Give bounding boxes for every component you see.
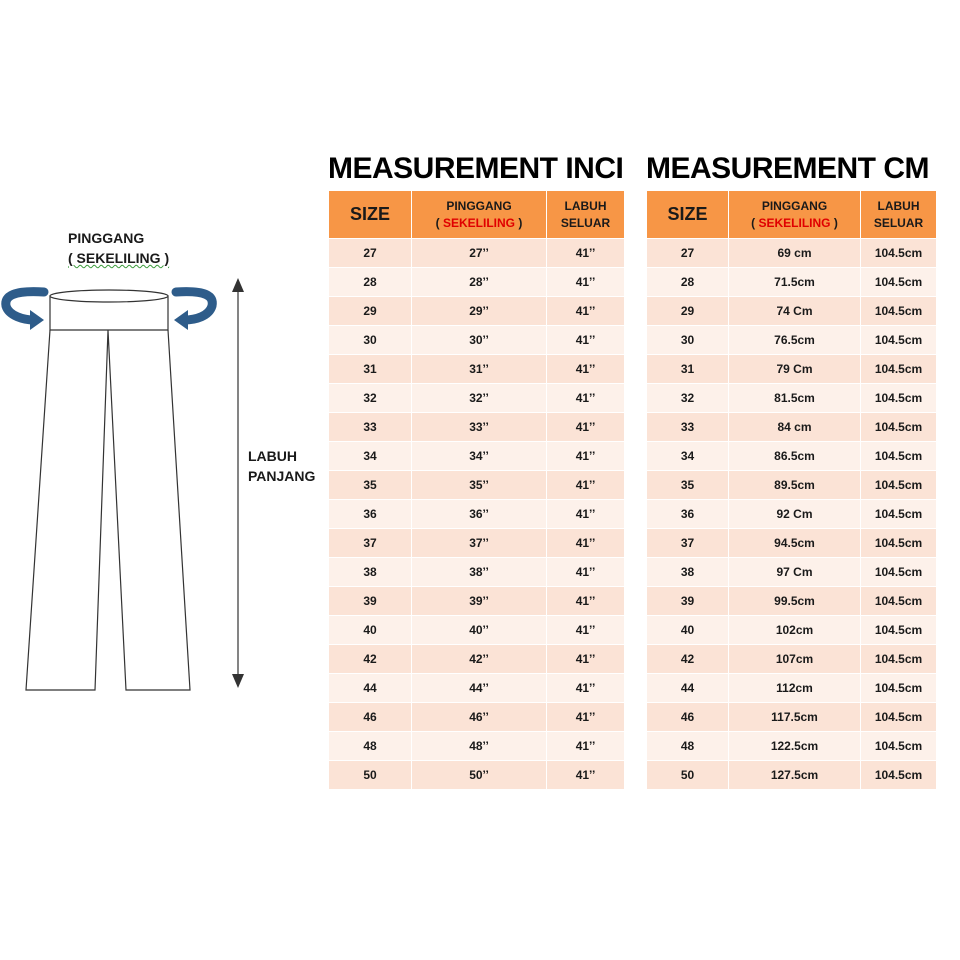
cm-header-waist-line1: PINGGANG	[761, 198, 828, 213]
inch-header-length-line2: SELUAR	[560, 215, 611, 230]
cm-table-row	[647, 297, 937, 326]
cm-cell-length: 104.5cm	[861, 413, 937, 442]
cm-cell-size: 46	[647, 703, 729, 732]
inch-header-length-line1: LABUH	[564, 198, 607, 213]
inch-table-row	[329, 674, 625, 703]
inch-cell-length: 41’’	[547, 268, 625, 297]
cm-cell-size: 29	[647, 297, 729, 326]
cm-cell-length: 104.5cm	[861, 558, 937, 587]
inch-cell-waist: 44’’	[412, 674, 547, 703]
inch-cell-length: 41’’	[547, 674, 625, 703]
inch-cell-size: 33	[329, 413, 412, 442]
cm-cell-size: 44	[647, 674, 729, 703]
cm-cell-size: 28	[647, 268, 729, 297]
inch-header-length	[547, 191, 625, 239]
inch-table-row	[329, 732, 625, 761]
cm-table-row	[647, 471, 937, 500]
inch-cell-waist: 36’’	[412, 500, 547, 529]
inch-cell-length: 41’’	[547, 355, 625, 384]
inch-cell-size: 37	[329, 529, 412, 558]
inch-cell-size: 29	[329, 297, 412, 326]
inch-cell-waist: 39’’	[412, 587, 547, 616]
cm-cell-waist: 86.5cm	[729, 442, 861, 471]
inch-table-row	[329, 384, 625, 413]
trouser-diagram	[0, 0, 330, 960]
cm-table-row	[647, 268, 937, 297]
inch-cell-length: 41’’	[547, 732, 625, 761]
cm-table-row	[647, 500, 937, 529]
cm-cell-length: 104.5cm	[861, 442, 937, 471]
cm-cell-length: 104.5cm	[861, 471, 937, 500]
trouser-legs	[26, 330, 190, 690]
inch-table-row	[329, 326, 625, 355]
length-arrow-down-icon	[232, 674, 244, 688]
inch-cell-waist: 29’’	[412, 297, 547, 326]
inch-cell-length: 41’’	[547, 558, 625, 587]
inch-cell-waist: 42’’	[412, 645, 547, 674]
inch-cell-length: 41’’	[547, 616, 625, 645]
cm-cell-waist: 117.5cm	[729, 703, 861, 732]
inch-cell-length: 41’’	[547, 413, 625, 442]
cm-cell-length: 104.5cm	[861, 616, 937, 645]
inch-cell-waist: 31’’	[412, 355, 547, 384]
inch-header-waist-red: SEKELILING	[442, 215, 515, 230]
cm-cell-waist: 107cm	[729, 645, 861, 674]
inch-cell-waist: 37’’	[412, 529, 547, 558]
inch-cell-length: 41’’	[547, 529, 625, 558]
cm-cell-waist: 99.5cm	[729, 587, 861, 616]
waist-arrowhead-left-icon	[30, 310, 44, 330]
waist-arrowhead-right-icon	[174, 310, 188, 330]
cm-cell-waist: 92 Cm	[729, 500, 861, 529]
inch-table-row	[329, 442, 625, 471]
inch-cell-size: 36	[329, 500, 412, 529]
inch-table-row	[329, 587, 625, 616]
inch-cell-length: 41’’	[547, 239, 625, 268]
cm-cell-size: 42	[647, 645, 729, 674]
inch-cell-length: 41’’	[547, 500, 625, 529]
inch-table-row	[329, 558, 625, 587]
inch-cell-size: 30	[329, 326, 412, 355]
inch-cell-waist: 46’’	[412, 703, 547, 732]
inch-cell-size: 50	[329, 761, 412, 790]
length-label-line2: PANJANG	[248, 468, 316, 484]
inch-table-row	[329, 239, 625, 268]
inch-table-row	[329, 297, 625, 326]
cm-header-size: SIZE	[647, 191, 729, 239]
cm-cell-size: 30	[647, 326, 729, 355]
inch-cell-length: 41’’	[547, 645, 625, 674]
cm-table-row	[647, 355, 937, 384]
inch-cell-waist: 34’’	[412, 442, 547, 471]
cm-table-row	[647, 732, 937, 761]
cm-cell-waist: 94.5cm	[729, 529, 861, 558]
inch-cell-size: 40	[329, 616, 412, 645]
cm-cell-length: 104.5cm	[861, 529, 937, 558]
cm-cell-length: 104.5cm	[861, 645, 937, 674]
cm-cell-length: 104.5cm	[861, 674, 937, 703]
inch-table-row	[329, 645, 625, 674]
inch-cell-size: 42	[329, 645, 412, 674]
inch-cell-size: 38	[329, 558, 412, 587]
cm-table-row	[647, 442, 937, 471]
length-label-line1: LABUH	[248, 448, 297, 464]
inch-header-waist-line1: PINGGANG	[446, 198, 512, 213]
cm-cell-length: 104.5cm	[861, 587, 937, 616]
inch-cell-length: 41’’	[547, 297, 625, 326]
inch-table-row	[329, 529, 625, 558]
cm-table-row	[647, 674, 937, 703]
inch-table-row	[329, 355, 625, 384]
inch-header-size: SIZE	[329, 191, 412, 239]
inch-table-row	[329, 268, 625, 297]
cm-table-row	[647, 413, 937, 442]
inch-table-title: MEASUREMENT INCI	[328, 152, 624, 185]
inch-cell-size: 39	[329, 587, 412, 616]
inch-cell-size: 44	[329, 674, 412, 703]
cm-cell-length: 104.5cm	[861, 297, 937, 326]
inch-cell-waist: 50’’	[412, 761, 547, 790]
cm-cell-waist: 71.5cm	[729, 268, 861, 297]
inch-cell-length: 41’’	[547, 326, 625, 355]
cm-cell-size: 38	[647, 558, 729, 587]
cm-cell-size: 48	[647, 732, 729, 761]
inch-cell-waist: 35’’	[412, 471, 547, 500]
cm-cell-length: 104.5cm	[861, 355, 937, 384]
cm-cell-waist: 69 cm	[729, 239, 861, 268]
cm-table-row	[647, 239, 937, 268]
cm-table-title: MEASUREMENT CM	[646, 152, 929, 185]
inch-cell-size: 48	[329, 732, 412, 761]
cm-cell-waist: 81.5cm	[729, 384, 861, 413]
cm-header-length-line2: SELUAR	[873, 215, 924, 230]
inch-cell-length: 41’’	[547, 587, 625, 616]
cm-cell-size: 35	[647, 471, 729, 500]
cm-cell-size: 36	[647, 500, 729, 529]
cm-cell-size: 27	[647, 239, 729, 268]
cm-cell-length: 104.5cm	[861, 268, 937, 297]
cm-header-length-line1: LABUH	[877, 198, 920, 213]
cm-cell-waist: 102cm	[729, 616, 861, 645]
cm-table-row	[647, 326, 937, 355]
inch-cell-length: 41’’	[547, 703, 625, 732]
inch-cell-size: 31	[329, 355, 412, 384]
cm-cell-waist: 97 Cm	[729, 558, 861, 587]
inch-table-row	[329, 500, 625, 529]
inch-cell-waist: 33’’	[412, 413, 547, 442]
cm-table-row	[647, 616, 937, 645]
inch-cell-size: 35	[329, 471, 412, 500]
inch-cell-waist: 27’’	[412, 239, 547, 268]
length-arrow-up-icon	[232, 278, 244, 292]
inch-cell-length: 41’’	[547, 442, 625, 471]
inch-cell-size: 32	[329, 384, 412, 413]
inch-table-row	[329, 413, 625, 442]
inch-header-waist-line2: ( SEKELILING )	[435, 215, 523, 230]
inch-cell-length: 41’’	[547, 471, 625, 500]
inch-cell-size: 46	[329, 703, 412, 732]
inch-cell-waist: 28’’	[412, 268, 547, 297]
cm-cell-size: 37	[647, 529, 729, 558]
cm-table-row	[647, 529, 937, 558]
cm-cell-length: 104.5cm	[861, 500, 937, 529]
inch-table-row	[329, 471, 625, 500]
inch-cell-waist: 40’’	[412, 616, 547, 645]
cm-cell-size: 40	[647, 616, 729, 645]
inch-table-row	[329, 703, 625, 732]
cm-cell-size: 34	[647, 442, 729, 471]
cm-header-waist-line2: ( SEKELILING )	[751, 215, 838, 230]
cm-table-row	[647, 645, 937, 674]
cm-cell-size: 31	[647, 355, 729, 384]
inch-cell-waist: 38’’	[412, 558, 547, 587]
waist-label-line2: ( SEKELILING )	[68, 250, 170, 266]
cm-cell-waist: 127.5cm	[729, 761, 861, 790]
cm-cell-size: 33	[647, 413, 729, 442]
inch-cell-size: 27	[329, 239, 412, 268]
inch-cell-length: 41’’	[547, 384, 625, 413]
cm-cell-length: 104.5cm	[861, 239, 937, 268]
cm-cell-waist: 112cm	[729, 674, 861, 703]
cm-cell-waist: 122.5cm	[729, 732, 861, 761]
cm-size-table	[646, 190, 937, 790]
cm-table-row	[647, 703, 937, 732]
cm-cell-waist: 76.5cm	[729, 326, 861, 355]
cm-cell-waist: 74 Cm	[729, 297, 861, 326]
cm-table-row	[647, 587, 937, 616]
cm-cell-length: 104.5cm	[861, 384, 937, 413]
inch-table-row	[329, 616, 625, 645]
cm-cell-waist: 79 Cm	[729, 355, 861, 384]
inch-table-row	[329, 761, 625, 790]
inch-cell-waist: 32’’	[412, 384, 547, 413]
cm-table-row	[647, 558, 937, 587]
inch-size-table	[328, 190, 625, 790]
cm-cell-size: 39	[647, 587, 729, 616]
cm-cell-size: 50	[647, 761, 729, 790]
waist-label	[68, 228, 169, 268]
cm-header-length	[861, 191, 937, 239]
waist-arrow-left-icon	[6, 292, 44, 320]
cm-header-waist	[729, 191, 861, 239]
cm-header-waist-red: SEKELILING	[758, 215, 831, 230]
waistband-top	[50, 290, 168, 302]
cm-cell-length: 104.5cm	[861, 703, 937, 732]
cm-cell-size: 32	[647, 384, 729, 413]
inch-cell-size: 34	[329, 442, 412, 471]
cm-cell-length: 104.5cm	[861, 732, 937, 761]
cm-cell-length: 104.5cm	[861, 761, 937, 790]
cm-cell-waist: 84 cm	[729, 413, 861, 442]
cm-table-row	[647, 761, 937, 790]
inch-cell-size: 28	[329, 268, 412, 297]
inch-header-waist	[412, 191, 547, 239]
inch-cell-waist: 30’’	[412, 326, 547, 355]
cm-table-row	[647, 384, 937, 413]
cm-cell-length: 104.5cm	[861, 326, 937, 355]
length-label	[248, 446, 315, 486]
waist-label-line1: PINGGANG	[68, 230, 145, 246]
inch-cell-length: 41’’	[547, 761, 625, 790]
inch-cell-waist: 48’’	[412, 732, 547, 761]
cm-cell-waist: 89.5cm	[729, 471, 861, 500]
